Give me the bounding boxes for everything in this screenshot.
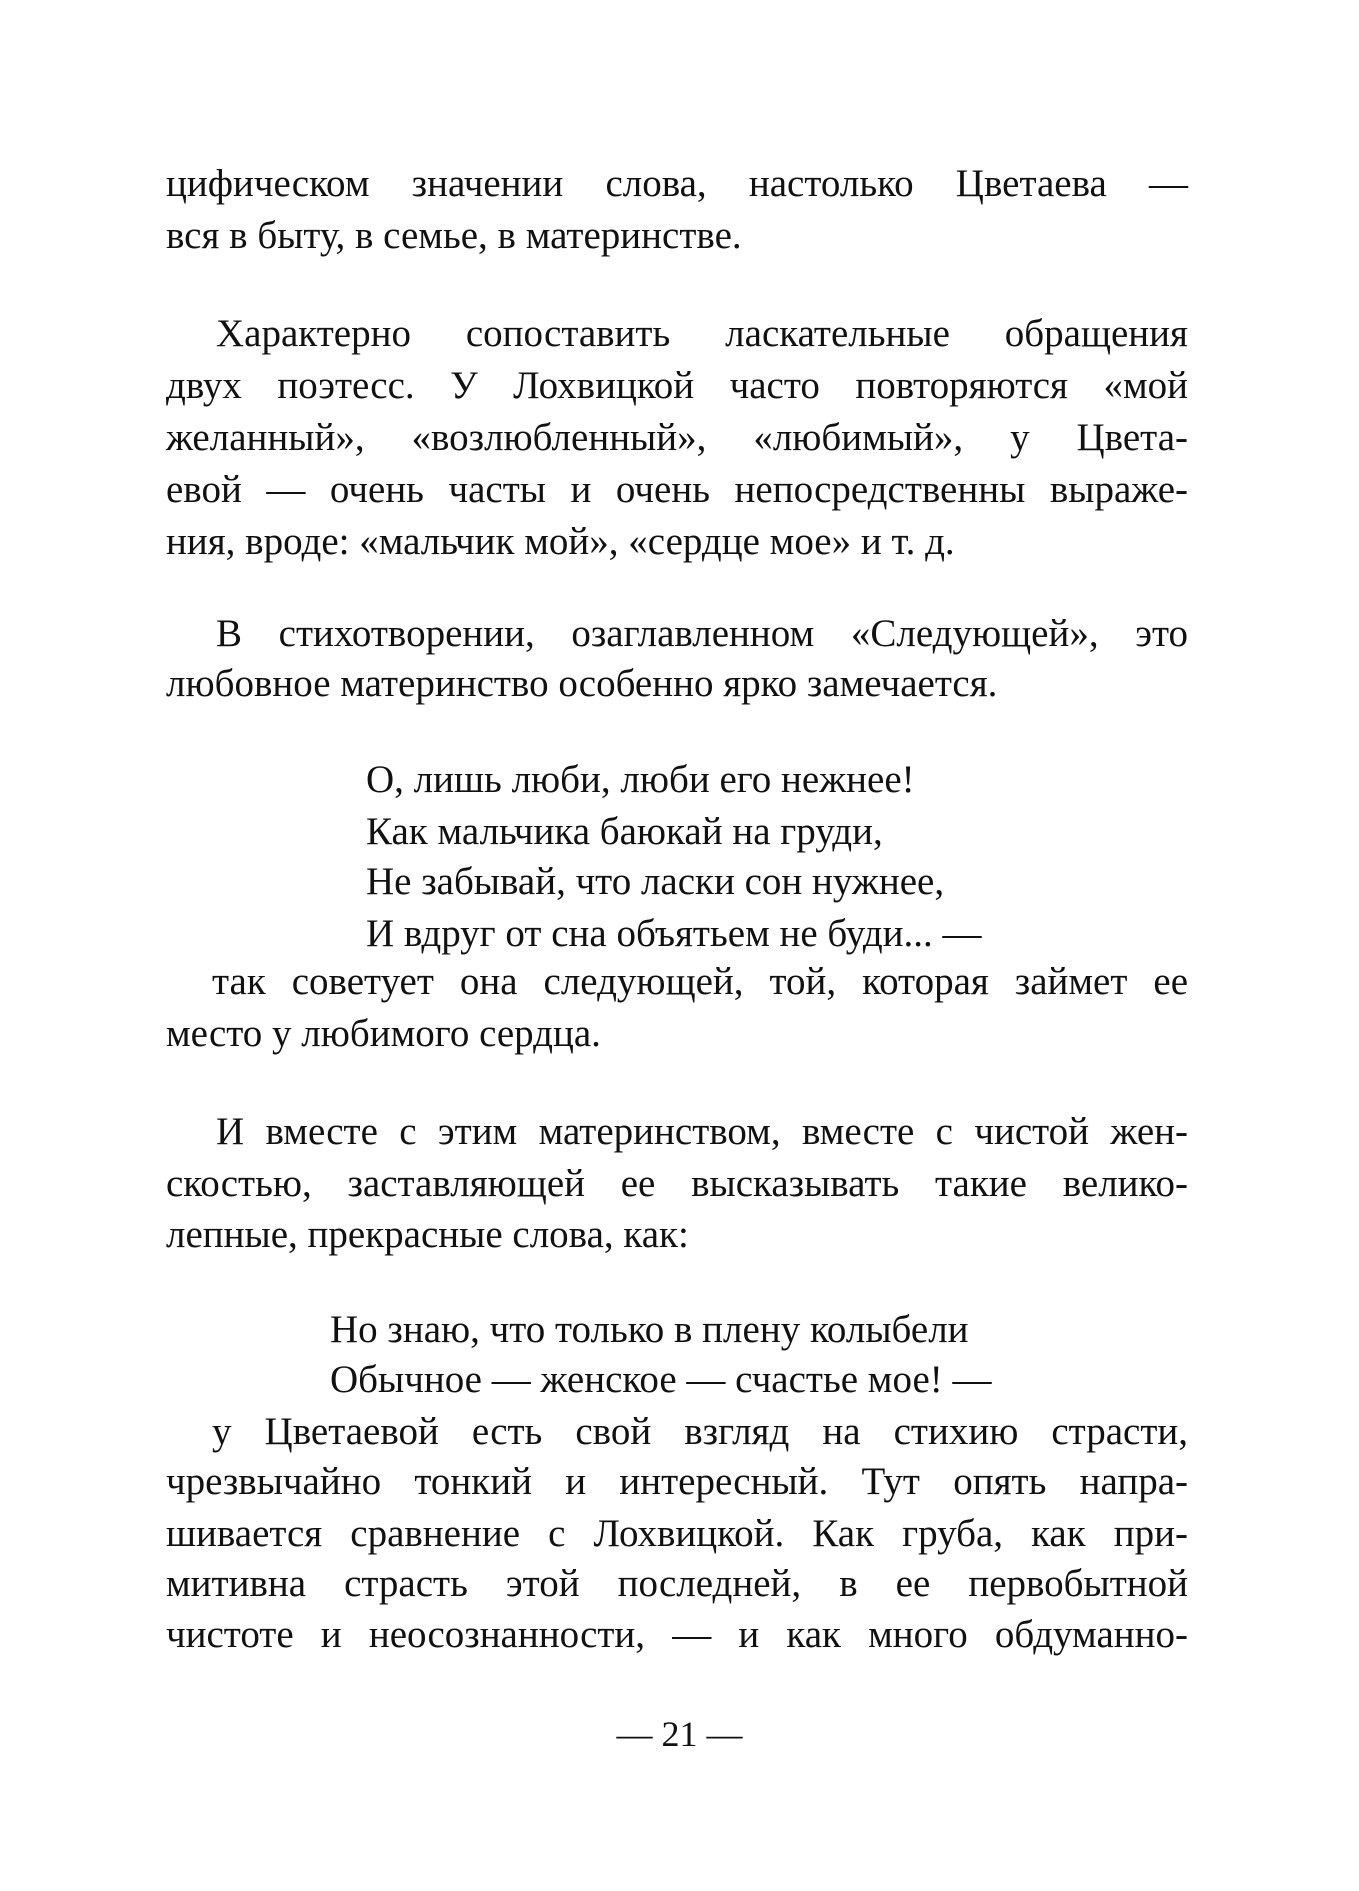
text-line: место у любимого сердца.: [166, 1012, 601, 1055]
text-line: желанный», «возлюбленный», «любимый», у Цвета-: [166, 416, 1188, 459]
poem-line: Обычное — женское — счастье мое! —: [330, 1358, 992, 1401]
text-line: скостью, заставляющей ее высказывать такие велико-: [166, 1162, 1188, 1205]
text-line: двух поэтесс. У Лохвицкой часто повторяются «мой: [166, 364, 1188, 407]
text-line: вся в быту, в семье, в материнстве.: [166, 214, 742, 257]
poem-line: О, лишь люби, люби его нежнее!: [366, 758, 915, 801]
poem-line: И вдруг от сна объятьем не буди... —: [366, 912, 982, 955]
poem-line: Как мальчика баюкай на груди,: [366, 810, 883, 853]
text-line: чистоте и неосознанности, — и как много обдуманно-: [166, 1613, 1188, 1656]
text-line: любовное материнство особенно ярко замечается.: [166, 662, 998, 705]
text-line: евой — очень часты и очень непосредственны выраже-: [166, 468, 1188, 511]
text-line: И вместе с этим материнством, вместе с чистой жен-: [216, 1110, 1188, 1153]
text-line: лепные, прекрасные слова, как:: [166, 1213, 689, 1256]
text-line: шивается сравнение с Лохвицкой. Как груба, как при-: [166, 1512, 1188, 1555]
poem-line: Но знаю, что только в плену колыбели: [330, 1308, 969, 1351]
page-number: — 21 —: [616, 1714, 743, 1754]
text-line: цифическом значении слова, настолько Цветаева —: [166, 162, 1188, 205]
text-line: чрезвычайно тонкий и интересный. Тут опять напра-: [166, 1460, 1188, 1503]
text-line: ния, вроде: «мальчик мой», «сердце мое» и т. д.: [166, 520, 955, 563]
text-line: Характерно сопоставить ласкательные обращения: [216, 312, 1188, 355]
text-line: у Цветаевой есть свой взгляд на стихию страсти,: [212, 1410, 1188, 1453]
text-line: В стихотворении, озаглавленном «Следующей», это: [216, 612, 1188, 655]
text-line: так советует она следующей, той, которая займет ее: [212, 960, 1188, 1003]
text-line: митивна страсть этой последней, в ее первобытной: [166, 1562, 1188, 1605]
poem-line: Не забывай, что ласки сон нужнее,: [366, 860, 945, 903]
